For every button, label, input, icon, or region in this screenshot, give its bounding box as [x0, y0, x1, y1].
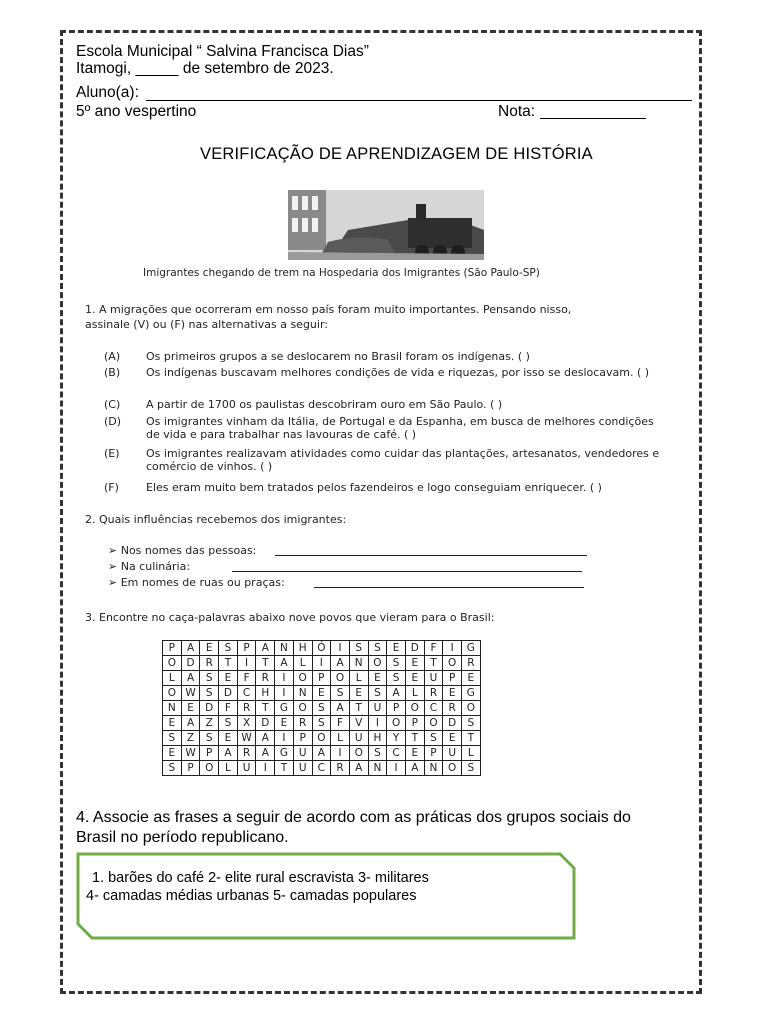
grid-cell[interactable]: A [181, 641, 200, 656]
grid-cell[interactable]: T [349, 701, 368, 716]
grid-cell[interactable]: O [443, 656, 462, 671]
grid-cell[interactable]: F [219, 701, 238, 716]
grid-cell[interactable]: U [443, 746, 462, 761]
q4-prompt-line2: Brasil no período republicano. [76, 829, 289, 846]
grid-cell[interactable]: S [462, 761, 481, 776]
grid-cell[interactable]: N [368, 761, 387, 776]
grid-cell[interactable]: Ó [312, 641, 331, 656]
grid-cell[interactable]: T [405, 731, 424, 746]
grid-cell[interactable]: O [443, 761, 462, 776]
grid-cell[interactable]: E [163, 746, 182, 761]
grid-cell[interactable]: S [462, 716, 481, 731]
grid-cell[interactable]: A [181, 716, 200, 731]
grade-label: Nota: [498, 103, 536, 120]
grid-cell[interactable]: A [405, 761, 424, 776]
page-border [60, 30, 702, 994]
grid-cell[interactable]: A [256, 746, 275, 761]
grid-cell[interactable]: E [443, 731, 462, 746]
grid-cell[interactable]: S [219, 641, 238, 656]
q2-cuisine-answer-line[interactable] [232, 571, 582, 572]
grid-cell[interactable]: O [200, 761, 219, 776]
grid-cell[interactable]: L [219, 761, 238, 776]
grid-cell[interactable]: P [200, 746, 219, 761]
grid-cell[interactable]: L [331, 731, 350, 746]
grid-cell[interactable]: G [462, 686, 481, 701]
grid-cell[interactable]: E [462, 671, 481, 686]
grid-cell[interactable]: Z [181, 731, 200, 746]
q1-prompt-line2: assinale (V) ou (F) nas alternativas a seguir: [85, 318, 328, 331]
grid-row [163, 671, 481, 686]
grid-row [163, 731, 481, 746]
grid-cell[interactable]: S [387, 671, 406, 686]
grid-cell[interactable]: T [424, 656, 443, 671]
grid-cell[interactable]: N [275, 641, 294, 656]
grid-cell[interactable]: E [275, 716, 294, 731]
grid-cell[interactable]: C [424, 701, 443, 716]
grid-cell[interactable]: F [424, 641, 443, 656]
grid-cell[interactable]: D [200, 701, 219, 716]
grid-cell[interactable]: F [237, 671, 256, 686]
grid-cell[interactable]: R [200, 656, 219, 671]
grid-cell[interactable]: R [293, 716, 312, 731]
grid-cell[interactable]: P [293, 731, 312, 746]
grid-cell[interactable]: O [293, 671, 312, 686]
grid-cell[interactable]: S [200, 671, 219, 686]
grid-cell[interactable]: H [368, 731, 387, 746]
grid-cell[interactable]: R [256, 671, 275, 686]
grid-cell[interactable]: I [312, 656, 331, 671]
grid-cell[interactable]: T [256, 656, 275, 671]
grid-cell[interactable]: L [349, 671, 368, 686]
grid-row [163, 656, 481, 671]
grid-cell[interactable]: N [163, 701, 182, 716]
grid-cell[interactable]: R [331, 761, 350, 776]
grid-cell[interactable]: W [237, 731, 256, 746]
student-name-line[interactable] [146, 100, 692, 101]
grid-cell[interactable]: A [331, 701, 350, 716]
grid-row [163, 746, 481, 761]
grid-cell[interactable]: U [424, 671, 443, 686]
grid-cell[interactable]: E [181, 701, 200, 716]
grid-cell[interactable]: E [219, 671, 238, 686]
grid-cell[interactable]: D [181, 656, 200, 671]
grid-cell[interactable]: P [181, 761, 200, 776]
grid-cell[interactable]: E [219, 731, 238, 746]
q2-item-names: ➢ Nos nomes das pessoas: [108, 544, 257, 557]
grid-cell[interactable]: A [181, 671, 200, 686]
grid-cell[interactable]: O [163, 686, 182, 701]
grid-cell[interactable]: S [368, 746, 387, 761]
grid-row [163, 761, 481, 776]
q3-prompt: 3. Encontre no caça-palavras abaixo nove povos que vieram para o Brasil: [85, 611, 495, 624]
grid-cell[interactable]: R [462, 656, 481, 671]
grid-cell[interactable]: G [275, 746, 294, 761]
grid-cell[interactable]: C [237, 686, 256, 701]
grid-cell[interactable]: C [312, 761, 331, 776]
grid-row [163, 641, 481, 656]
grid-cell[interactable]: O [293, 701, 312, 716]
q2-streets-answer-line[interactable] [314, 587, 584, 588]
grid-cell[interactable]: I [387, 761, 406, 776]
grid-cell[interactable]: S [424, 731, 443, 746]
grid-cell[interactable]: P [443, 671, 462, 686]
grid-cell[interactable]: A [256, 641, 275, 656]
grid-cell[interactable]: D [219, 686, 238, 701]
grid-cell[interactable]: D [443, 716, 462, 731]
grid-cell[interactable]: A [312, 746, 331, 761]
grid-cell[interactable]: O [368, 656, 387, 671]
grid-cell[interactable]: T [256, 701, 275, 716]
grid-cell[interactable]: U [293, 761, 312, 776]
grid-cell[interactable]: R [237, 746, 256, 761]
grid-cell[interactable]: H [293, 641, 312, 656]
student-label: Aluno(a): [76, 84, 139, 101]
grid-cell[interactable]: E [349, 686, 368, 701]
grid-cell[interactable]: X [237, 716, 256, 731]
grid-cell[interactable]: S [163, 731, 182, 746]
grid-cell[interactable]: Y [387, 731, 406, 746]
grid-cell[interactable]: S [200, 686, 219, 701]
page-title: VERIFICAÇÃO DE APRENDIZAGEM DE HISTÓRIA [200, 145, 593, 163]
grid-cell[interactable]: I [275, 731, 294, 746]
grid-cell[interactable]: S [331, 686, 350, 701]
q2-item-streets: ➢ Em nomes de ruas ou praças: [108, 576, 285, 589]
grid-cell[interactable]: I [368, 716, 387, 731]
grid-cell[interactable]: A [275, 656, 294, 671]
grid-cell[interactable]: O [163, 656, 182, 671]
grid-cell[interactable]: D [256, 716, 275, 731]
immigrants-train-photo [288, 190, 484, 260]
grid-cell[interactable]: L [163, 671, 182, 686]
date-line: Itamogi, _____ de setembro de 2023. [76, 60, 334, 77]
grid-cell[interactable]: U [293, 746, 312, 761]
grid-cell[interactable]: T [275, 761, 294, 776]
image-caption: Imigrantes chegando de trem na Hospedaria dos Imigrantes (São Paulo-SP) [143, 267, 540, 279]
grid-cell[interactable]: E [368, 671, 387, 686]
grid-cell[interactable]: O [424, 716, 443, 731]
q2-names-answer-line[interactable] [275, 555, 587, 556]
word-search-grid[interactable] [162, 640, 481, 776]
grid-cell[interactable]: S [312, 701, 331, 716]
grid-cell[interactable]: I [237, 656, 256, 671]
grid-cell[interactable]: C [387, 746, 406, 761]
grid-cell[interactable]: S [368, 686, 387, 701]
grade-line[interactable] [540, 118, 646, 119]
grid-cell[interactable]: S [200, 731, 219, 746]
grid-cell[interactable]: R [443, 701, 462, 716]
grid-cell[interactable]: P [424, 746, 443, 761]
grid-cell[interactable]: E [200, 641, 219, 656]
grid-cell[interactable]: E [387, 641, 406, 656]
grid-cell[interactable]: N [349, 656, 368, 671]
grid-cell[interactable]: G [462, 641, 481, 656]
box-line-1: 1. barões do café 2- elite rural escravista 3- militares [92, 870, 429, 886]
grid-cell[interactable]: I [331, 746, 350, 761]
grid-cell[interactable]: A [256, 731, 275, 746]
box-line-2: 4- camadas médias urbanas 5- camadas populares [86, 888, 417, 904]
grid-cell[interactable]: G [275, 701, 294, 716]
grid-cell[interactable]: U [349, 731, 368, 746]
grid-cell[interactable]: O [349, 746, 368, 761]
q2-item-cuisine: ➢ Na culinária: [108, 560, 191, 573]
school-name: Escola Municipal “ Salvina Francisca Dias” [76, 43, 369, 60]
grid-row [163, 701, 481, 716]
grid-cell[interactable]: U [368, 701, 387, 716]
grid-cell[interactable]: N [293, 686, 312, 701]
grid-cell[interactable]: S [349, 641, 368, 656]
grid-cell[interactable]: T [219, 656, 238, 671]
grid-cell[interactable]: E [405, 656, 424, 671]
grid-cell[interactable]: P [237, 641, 256, 656]
grid-cell[interactable]: L [405, 686, 424, 701]
grid-cell[interactable]: R [237, 701, 256, 716]
grid-cell[interactable]: U [237, 761, 256, 776]
grid-cell[interactable]: E [163, 716, 182, 731]
grid-cell[interactable]: R [424, 686, 443, 701]
grid-cell[interactable]: A [331, 656, 350, 671]
grid-cell[interactable]: P [405, 716, 424, 731]
grid-cell[interactable]: A [349, 761, 368, 776]
q4-prompt-line1: 4. Associe as frases a seguir de acordo com as práticas dos grupos sociais do [76, 809, 631, 826]
grid-cell[interactable]: L [462, 746, 481, 761]
grid-cell[interactable]: E [443, 686, 462, 701]
grid-cell[interactable]: N [424, 761, 443, 776]
grid-cell[interactable]: V [349, 716, 368, 731]
grid-cell[interactable]: I [443, 641, 462, 656]
grid-cell[interactable]: F [331, 716, 350, 731]
grid-cell[interactable]: W [181, 686, 200, 701]
grid-cell[interactable]: A [387, 686, 406, 701]
grid-cell[interactable]: S [219, 716, 238, 731]
grid-cell[interactable]: O [462, 701, 481, 716]
grid-cell[interactable]: W [181, 746, 200, 761]
grid-cell[interactable]: I [275, 686, 294, 701]
grid-cell[interactable]: O [331, 671, 350, 686]
grid-cell[interactable]: E [312, 686, 331, 701]
grid-cell[interactable]: O [312, 731, 331, 746]
grid-cell[interactable]: P [163, 641, 182, 656]
grid-cell[interactable]: S [163, 761, 182, 776]
q2-prompt: 2. Quais influências recebemos dos imigrantes: [85, 513, 347, 526]
grid-row [163, 716, 481, 731]
grid-cell[interactable]: H [256, 686, 275, 701]
grid-cell[interactable]: S [368, 641, 387, 656]
grid-cell[interactable]: S [387, 656, 406, 671]
grid-cell[interactable]: S [312, 716, 331, 731]
grid-cell[interactable]: Z [200, 716, 219, 731]
grid-cell[interactable]: T [462, 731, 481, 746]
grid-cell[interactable]: O [387, 716, 406, 731]
class-label: 5º ano vespertino [76, 103, 197, 120]
grid-cell[interactable]: I [256, 761, 275, 776]
grid-cell[interactable]: L [293, 656, 312, 671]
grid-cell[interactable]: E [405, 671, 424, 686]
grid-cell[interactable]: P [387, 701, 406, 716]
q1-prompt-line1: 1. A migrações que ocorreram em nosso país foram muito importantes. Pensando nisso, [85, 303, 572, 316]
grid-cell[interactable]: I [331, 641, 350, 656]
grid-cell[interactable]: P [312, 671, 331, 686]
grid-row [163, 686, 481, 701]
grid-cell[interactable]: A [219, 746, 238, 761]
grid-cell[interactable]: E [405, 746, 424, 761]
grid-cell[interactable]: O [405, 701, 424, 716]
grid-cell[interactable]: I [275, 671, 294, 686]
grid-cell[interactable]: D [405, 641, 424, 656]
